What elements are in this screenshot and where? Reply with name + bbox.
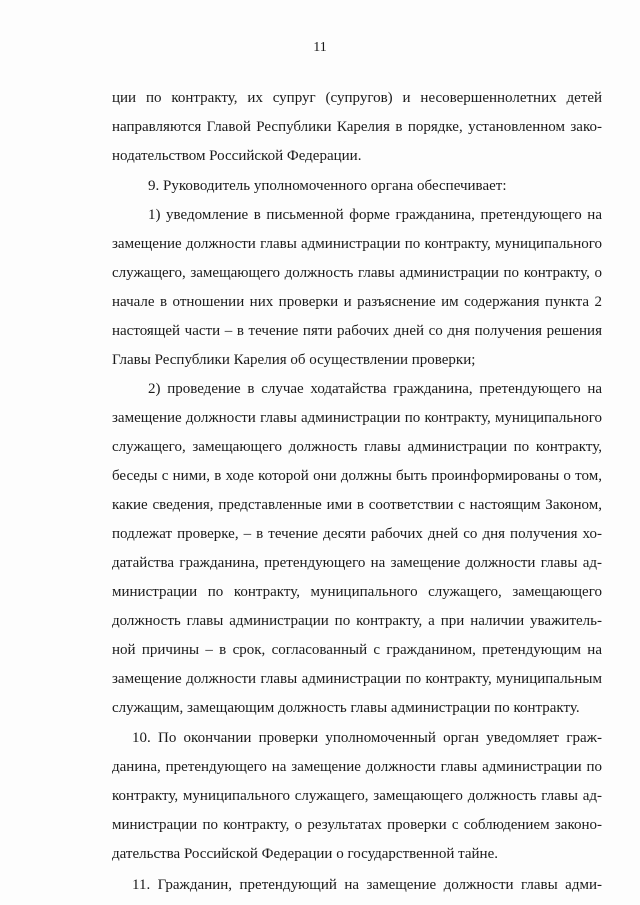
text-line: беседы с ними, в ходе которой они должны быть проинформированы о том, bbox=[112, 468, 602, 484]
text-line: замещение должности главы администрации по контракту, муниципального bbox=[112, 410, 602, 426]
text-line: министрации по контракту, муниципального служащего, замещающего bbox=[112, 584, 602, 600]
text-line: начале в отношении них проверки и разъяснение им содержания пункта 2 bbox=[112, 294, 602, 310]
text-line: министрации по контракту, о результатах проверки с соблюдением законо- bbox=[112, 817, 602, 833]
text-line: замещение должности главы администрации по контракту, муниципального bbox=[112, 236, 602, 252]
page-number: 11 bbox=[313, 40, 327, 55]
text-line: должность главы администрации по контракту, а при наличии уважитель- bbox=[112, 613, 602, 629]
text-line: нодательством Российской Федерации. bbox=[112, 148, 362, 164]
text-line: Главы Республики Карелия об осуществлении проверки; bbox=[112, 352, 476, 368]
section-10-first-line: 10. По окончании проверки уполномоченный орган уведомляет граж- bbox=[132, 730, 602, 746]
text-line: датайства гражданина, претендующего на замещение должности главы ад- bbox=[112, 555, 602, 571]
text-line: 2) проведение в случае ходатайства гражданина, претендующего на bbox=[148, 381, 602, 397]
text-line: какие сведения, представленные ими в соответствии с настоящим Законом, bbox=[112, 497, 602, 513]
text-line: подлежат проверке, – в течение десяти рабочих дней со дня получения хо- bbox=[112, 526, 602, 542]
text-line: ции по контракту, их супруг (супругов) и несовершеннолетних детей bbox=[112, 90, 602, 106]
text-line: служащим, замещающим должность главы администрации по контракту. bbox=[112, 700, 580, 716]
section-9-heading: 9. Руководитель уполномоченного органа обеспечивает: bbox=[148, 178, 507, 194]
text-line: настоящей части – в течение пяти рабочих дней со дня получения решения bbox=[112, 323, 602, 339]
text-line: дательства Российской Федерации о государственной тайне. bbox=[112, 846, 498, 862]
text-line: служащего, замещающего должность главы администрации по контракту, bbox=[112, 439, 602, 455]
text-line: 1) уведомление в письменной форме гражданина, претендующего на bbox=[148, 207, 602, 223]
text-line: контракту, муниципального служащего, замещающего должность главы ад- bbox=[112, 788, 602, 804]
text-line: направляются Главой Республики Карелия в порядке, установленном зако- bbox=[112, 119, 602, 135]
text-line: данина, претендующего на замещение должности главы администрации по bbox=[112, 759, 602, 775]
section-11-first-line: 11. Гражданин, претендующий на замещение должности главы адми- bbox=[132, 877, 602, 893]
text-line: замещение должности главы администрации по контракту, муниципальным bbox=[112, 671, 602, 687]
text-line: служащего, замещающего должность главы администрации по контракту, о bbox=[112, 265, 602, 281]
text-line: ной причины – в срок, согласованный с гражданином, претендующим на bbox=[112, 642, 602, 658]
